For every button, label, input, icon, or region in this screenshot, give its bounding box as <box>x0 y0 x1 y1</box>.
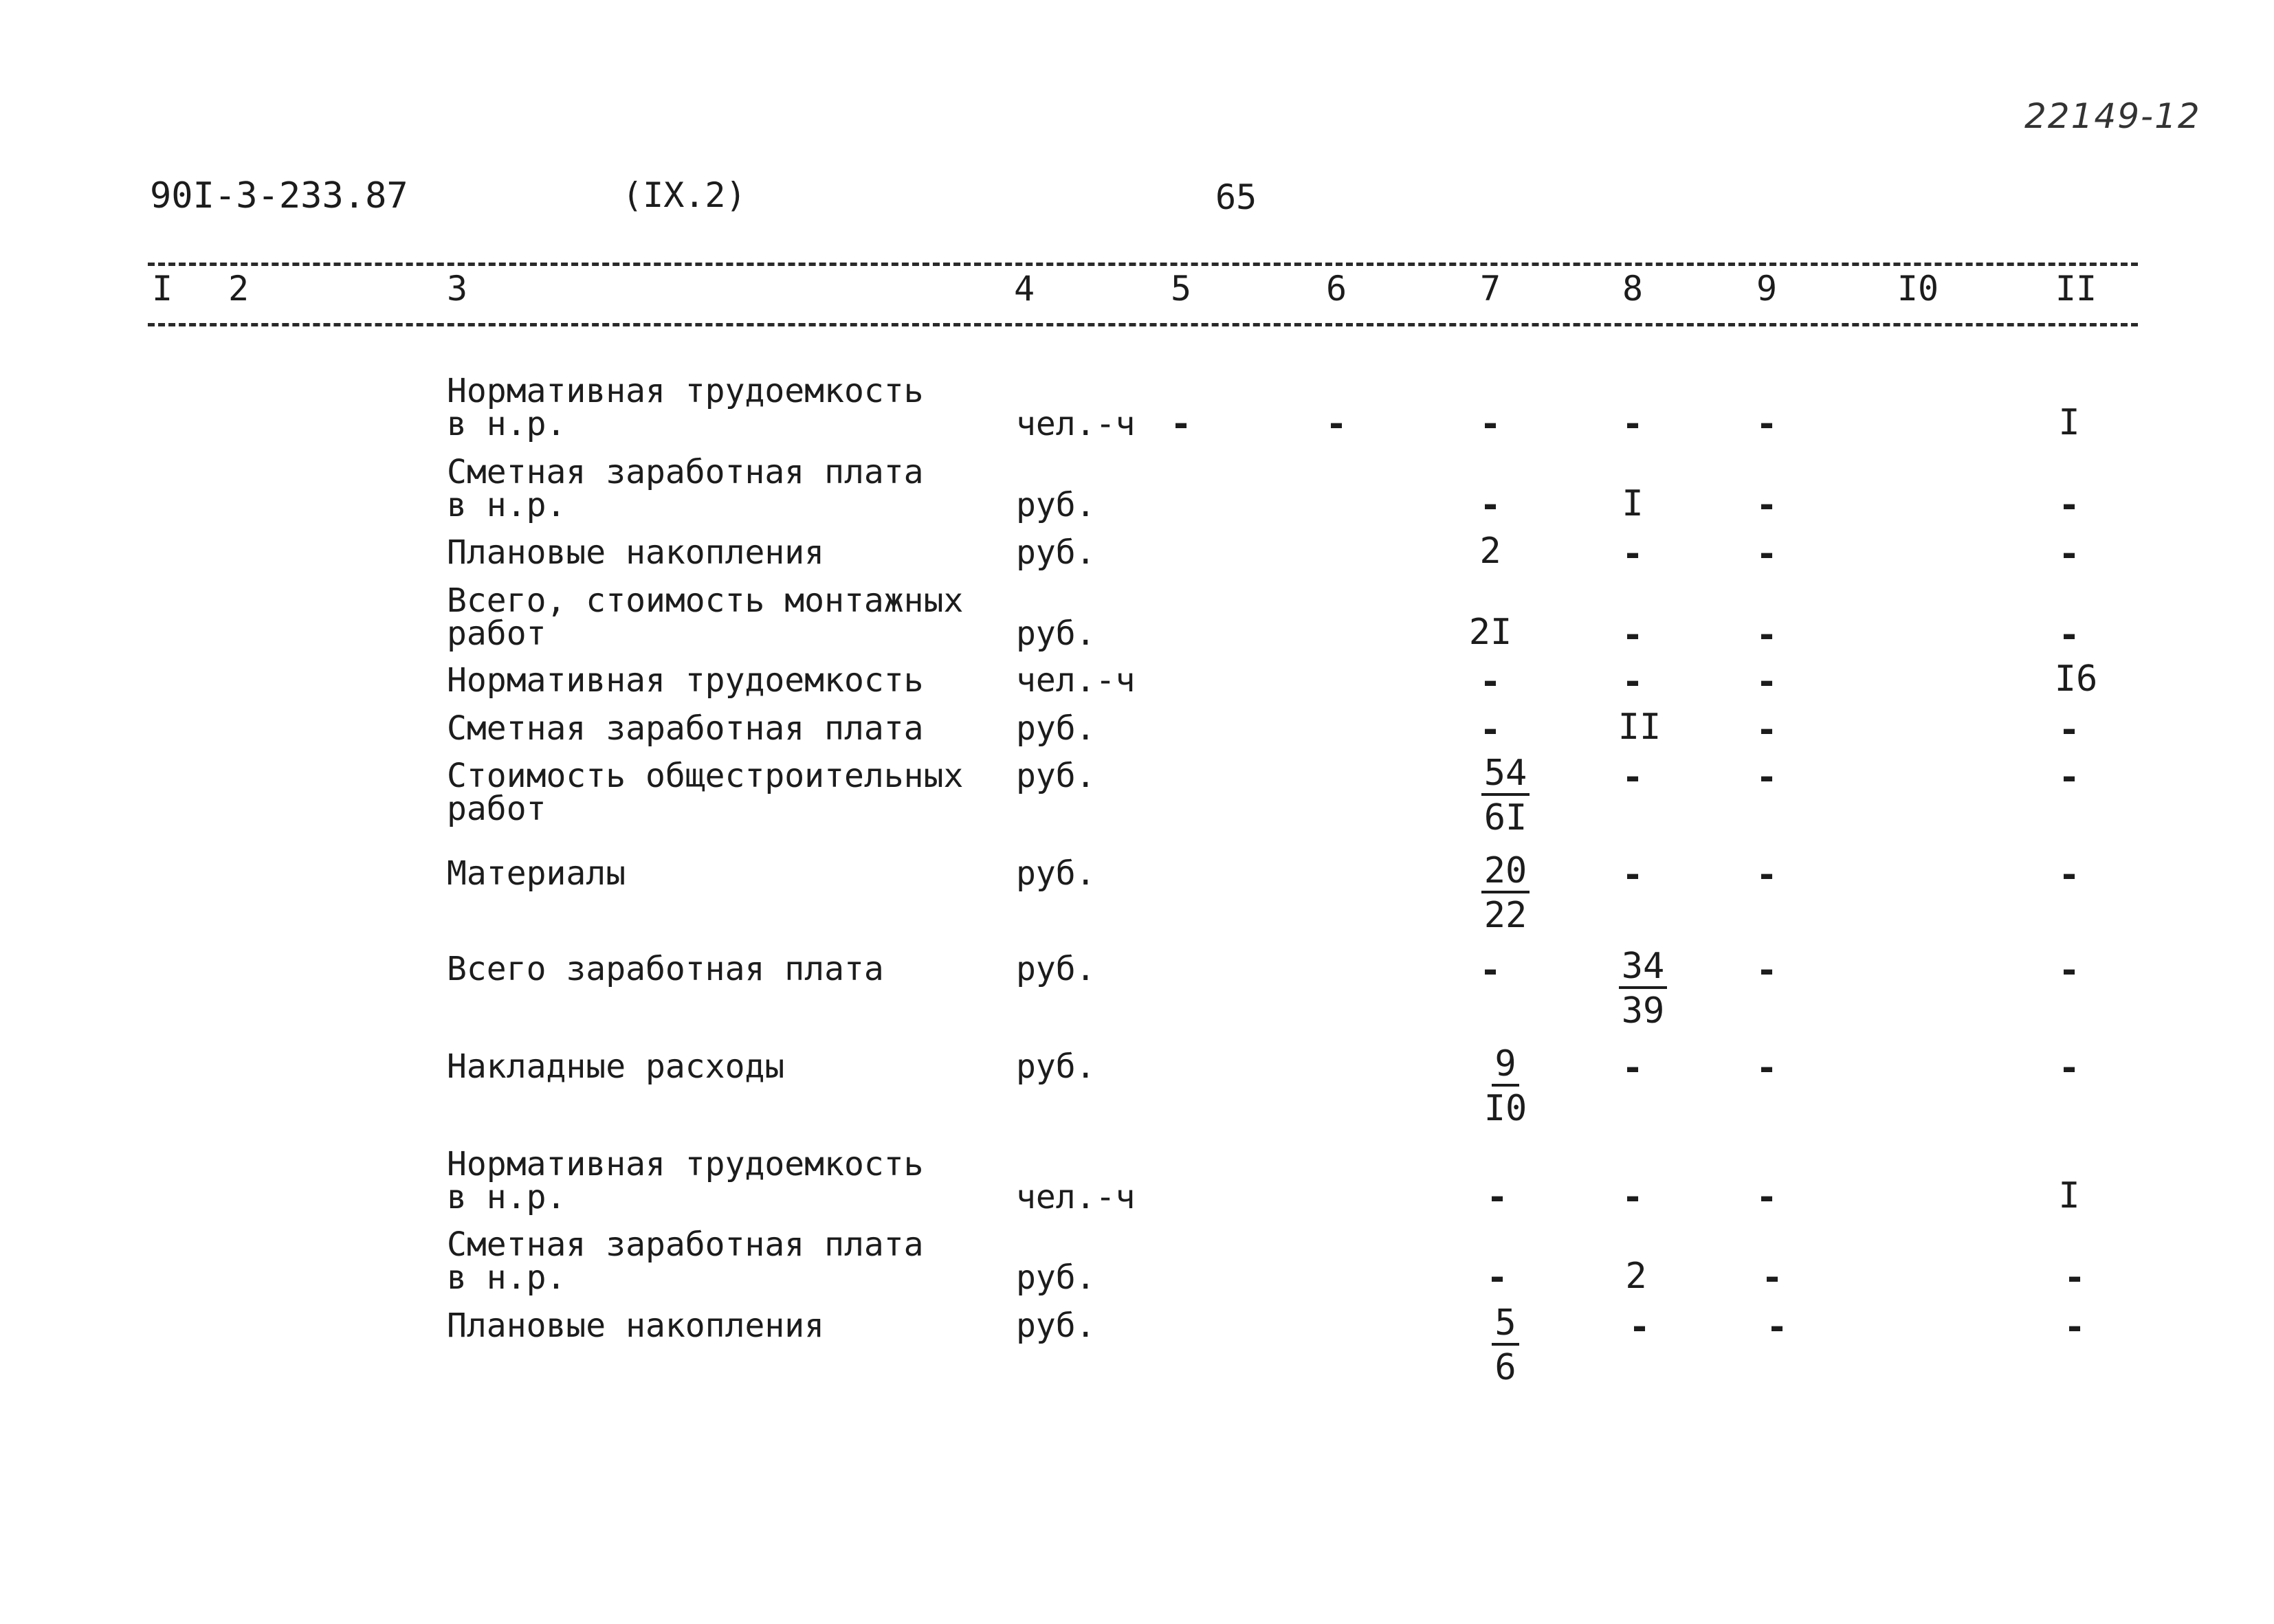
row-unit: руб. <box>1016 614 1096 653</box>
row-unit: чел.-ч <box>1016 661 1136 700</box>
fraction-denominator: I0 <box>1483 1088 1527 1129</box>
fraction-numerator: 5 <box>1492 1303 1519 1346</box>
cell-col9: - <box>1756 614 1778 656</box>
cell-col7: - <box>1479 950 1501 991</box>
cell-col8: - <box>1622 757 1644 798</box>
column-header: 5 <box>1170 269 1192 309</box>
row-name: Нормативная трудоемкость в н.р. <box>447 372 924 443</box>
fraction-col7 <box>1457 1042 1554 1131</box>
cell-col11: I <box>2058 402 2080 443</box>
cell-col7: - <box>1479 709 1501 750</box>
row-name: Накладные расходы <box>447 1047 785 1086</box>
row-name: Плановые накопления <box>447 533 825 572</box>
cell-col8: 2 <box>1625 1256 1647 1297</box>
cell-col9: - <box>1756 1177 1778 1218</box>
fraction-col7 <box>1457 751 1554 840</box>
fraction-col8 <box>1595 944 1691 1033</box>
page-number: 65 <box>1215 177 1257 217</box>
row-name: Сметная заработная плата <box>447 709 924 748</box>
row-name: Стоимость общестроительных работ <box>447 757 964 828</box>
cell-col7: 2I <box>1468 612 1512 653</box>
cell-col7: - <box>1479 485 1501 526</box>
cell-col9: - <box>1766 1306 1788 1348</box>
cell-col11: I <box>2058 1175 2080 1216</box>
column-header: I0 <box>1897 269 1939 309</box>
fraction-denominator: 39 <box>1621 990 1665 1032</box>
fraction-numerator: 54 <box>1481 753 1530 796</box>
column-header: 3 <box>446 269 468 309</box>
fraction-denominator: 22 <box>1483 895 1527 936</box>
cell-col11: - <box>2058 485 2080 526</box>
cell-col7: - <box>1486 1177 1508 1218</box>
column-header: 6 <box>1325 269 1347 309</box>
row-name: Всего, стоимость монтажных работ <box>447 581 964 653</box>
row-name: Плановые накопления <box>447 1306 825 1345</box>
cell-col11: - <box>2058 533 2080 575</box>
row-unit: чел.-ч <box>1016 1178 1136 1216</box>
header-top-rule <box>148 263 2138 266</box>
row-unit: руб. <box>1016 757 1096 795</box>
cell-col8: - <box>1622 661 1644 702</box>
cell-col11: - <box>2064 1257 2086 1298</box>
fraction-col7 <box>1457 849 1554 937</box>
cell-col9: - <box>1756 403 1778 445</box>
row-unit: руб. <box>1016 1258 1096 1297</box>
cell-col8: II <box>1618 707 1662 748</box>
header-bottom-rule <box>148 323 2138 326</box>
cell-col9: - <box>1761 1257 1783 1298</box>
cell-col7: - <box>1486 1257 1508 1298</box>
cell-col11: - <box>2058 614 2080 656</box>
row-unit: руб. <box>1016 950 1096 988</box>
cell-col8: I <box>1622 483 1644 524</box>
cell-col6: - <box>1325 403 1347 445</box>
fraction-numerator: 34 <box>1619 946 1668 989</box>
cell-col8: - <box>1622 533 1644 575</box>
cell-col7: - <box>1479 661 1501 702</box>
cell-col8: - <box>1622 614 1644 656</box>
column-header: 2 <box>228 269 250 309</box>
handwritten-note: 22149-12 <box>2024 96 2201 136</box>
cell-col8: - <box>1622 854 1644 896</box>
cell-col7: - <box>1479 403 1501 445</box>
cell-col9: - <box>1756 854 1778 896</box>
row-unit: руб. <box>1016 709 1096 748</box>
column-header: II <box>2055 269 2097 309</box>
cell-col11: I6 <box>2054 658 2098 700</box>
row-unit: руб. <box>1016 1306 1096 1345</box>
row-unit: руб. <box>1016 486 1096 524</box>
cell-col11: - <box>2058 757 2080 798</box>
cell-col7: 2 <box>1479 531 1501 572</box>
row-unit: чел.-ч <box>1016 405 1136 443</box>
fraction-denominator: 6I <box>1483 797 1527 838</box>
cell-col8: - <box>1629 1306 1651 1348</box>
column-header: 4 <box>1013 269 1035 309</box>
row-name: Нормативная трудоемкость <box>447 661 924 700</box>
row-unit: руб. <box>1016 1047 1096 1086</box>
cell-col9: - <box>1756 950 1778 991</box>
fraction-numerator: 20 <box>1481 851 1530 893</box>
cell-col5: - <box>1170 403 1192 445</box>
row-name: Всего заработная плата <box>447 950 884 988</box>
column-header: 7 <box>1479 269 1501 309</box>
column-header: I <box>151 269 173 309</box>
row-name: Сметная заработная плата в н.р. <box>447 1225 924 1297</box>
cell-col9: - <box>1756 1047 1778 1089</box>
row-unit: руб. <box>1016 854 1096 893</box>
cell-col9: - <box>1756 709 1778 750</box>
cell-col11: - <box>2064 1306 2086 1348</box>
cell-col11: - <box>2058 709 2080 750</box>
row-name: Нормативная трудоемкость в н.р. <box>447 1145 924 1216</box>
cell-col11: - <box>2058 950 2080 991</box>
row-name: Материалы <box>447 854 626 893</box>
fraction-col7 <box>1457 1301 1554 1390</box>
cell-col9: - <box>1756 485 1778 526</box>
fraction-denominator: 6 <box>1494 1347 1516 1388</box>
cell-col11: - <box>2058 854 2080 896</box>
cell-col8: - <box>1622 1047 1644 1089</box>
column-header: 8 <box>1622 269 1644 309</box>
fraction-numerator: 9 <box>1492 1044 1519 1087</box>
document-code: 90I-3-233.87 <box>150 175 408 216</box>
cell-col8: - <box>1622 1177 1644 1218</box>
row-name: Сметная заработная плата в н.р. <box>447 453 924 524</box>
cell-col8: - <box>1622 403 1644 445</box>
cell-col9: - <box>1756 533 1778 575</box>
cell-col11: - <box>2058 1047 2080 1089</box>
cell-col9: - <box>1756 661 1778 702</box>
cell-col9: - <box>1756 757 1778 798</box>
sheet-reference: (IX.2) <box>622 175 747 215</box>
row-unit: руб. <box>1016 533 1096 572</box>
column-header: 9 <box>1756 269 1778 309</box>
